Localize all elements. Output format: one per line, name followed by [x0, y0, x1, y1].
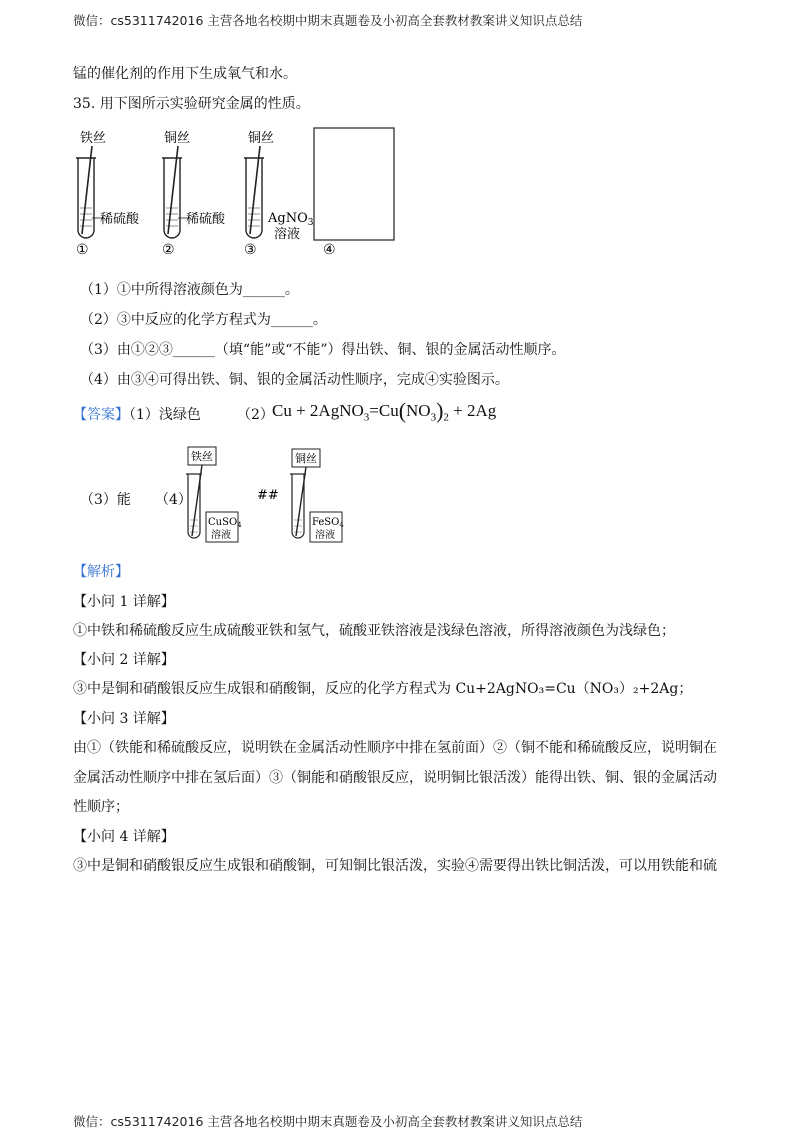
- question-2: （2）③中反应的化学方程式为______。: [80, 312, 327, 328]
- question-4: （4）由③④可得出铁、铜、银的金属活动性顺序，完成④实验图示。: [80, 372, 509, 388]
- answer-fig-b-solution-2: 溶液: [315, 530, 335, 541]
- analysis-tag: 【解析】: [73, 564, 129, 580]
- tube3-liquid-solution: 溶液: [274, 227, 301, 242]
- tube3-label: 铜丝: [248, 131, 275, 146]
- analysis-heading-2: 【小问 2 详解】: [73, 652, 175, 668]
- tube1-number: ①: [76, 242, 89, 258]
- answer-separator: ##: [257, 488, 279, 503]
- question-1: （1）①中所得溶液颜色为______。: [80, 282, 299, 298]
- analysis-paragraph-4: ③中是铜和硝酸银反应生成银和硝酸铜，可知铜比银活泼，实验④需要得出铁比铜活泼，可以用铁能和硫: [73, 858, 717, 874]
- blank-experiment-box: [314, 128, 394, 240]
- analysis-heading-3: 【小问 3 详解】: [73, 711, 175, 727]
- answer-fig-b-solution: FeSO$_4$: [312, 517, 344, 529]
- analysis-paragraph-2: ③中是铜和硝酸银反应生成银和硝酸铜，反应的化学方程式为 Cu+2AgNO₃=Cu（NO₃）₂+2Ag；: [73, 681, 693, 697]
- page-header: 微信：cs5311742016 主营各地名校期中期末真题卷及小初高全套教材教案讲义知识点总结: [73, 13, 583, 28]
- analysis-paragraph-3-line-1: 由①（铁能和稀硫酸反应，说明铁在金属活动性顺序中排在氢前面）②（铜不能和稀硫酸反应，说明铜在: [73, 740, 717, 756]
- answer-fig-a-label: 铁丝: [191, 450, 213, 463]
- tube1-liquid: 稀硫酸: [100, 212, 140, 227]
- analysis-paragraph-3-line-3: 性顺序；: [73, 799, 129, 815]
- answer-2-prefix: （2）: [237, 407, 274, 423]
- page-footer: 微信：cs5311742016 主营各地名校期中期末真题卷及小初高全套教材教案讲义知识点总结: [73, 1114, 583, 1129]
- tube3-number: ③: [244, 242, 257, 258]
- intro-line: 锰的催化剂的作用下生成氧气和水。: [73, 66, 297, 82]
- answer-tag: 【答案】: [73, 407, 129, 423]
- answer-3: （3）能: [80, 492, 131, 508]
- analysis-heading-4: 【小问 4 详解】: [73, 829, 175, 845]
- question-3: （3）由①②③______（填“能”或“不能”）得出铁、铜、银的金属活动性顺序。: [80, 342, 566, 358]
- box-number: ④: [323, 242, 336, 258]
- experiment-figure: [70, 122, 410, 262]
- question-title: 35. 用下图所示实验研究金属的性质。: [73, 96, 310, 112]
- answer-4-prefix: （4）: [155, 492, 192, 508]
- answer-1: （1）浅绿色: [129, 407, 201, 423]
- answer-fig-a-solution: CuSO$_4$: [208, 517, 242, 529]
- analysis-heading-1: 【小问 1 详解】: [73, 594, 175, 610]
- chemical-equation: $Cu + 2AgNO_3=Cu(NO_3)_2 + 2Ag$: [272, 398, 497, 424]
- test-tube-2: [162, 146, 188, 238]
- tube2-number: ②: [162, 242, 175, 258]
- tube2-liquid: 稀硫酸: [186, 212, 226, 227]
- test-tube-3: [244, 146, 264, 238]
- tube1-label: 铁丝: [80, 131, 107, 146]
- tube2-label: 铜丝: [164, 131, 191, 146]
- analysis-paragraph-1: ①中铁和稀硫酸反应生成硫酸亚铁和氢气，硫酸亚铁溶液是浅绿色溶液，所得溶液颜色为浅绿色；: [73, 623, 675, 639]
- answer-line-1: [73, 404, 201, 424]
- answer-fig-a-solution-2: 溶液: [211, 530, 231, 541]
- answer-figure: [180, 442, 360, 548]
- analysis-paragraph-3-line-2: 金属活动性顺序中排在氢后面）③（铜能和硝酸银反应，说明铜比银活泼）能得出铁、铜、银的金属活动: [73, 770, 717, 786]
- answer-fig-b-label: 铜丝: [295, 452, 317, 465]
- tube3-liquid-formula: AgNO$_3$: [268, 211, 314, 228]
